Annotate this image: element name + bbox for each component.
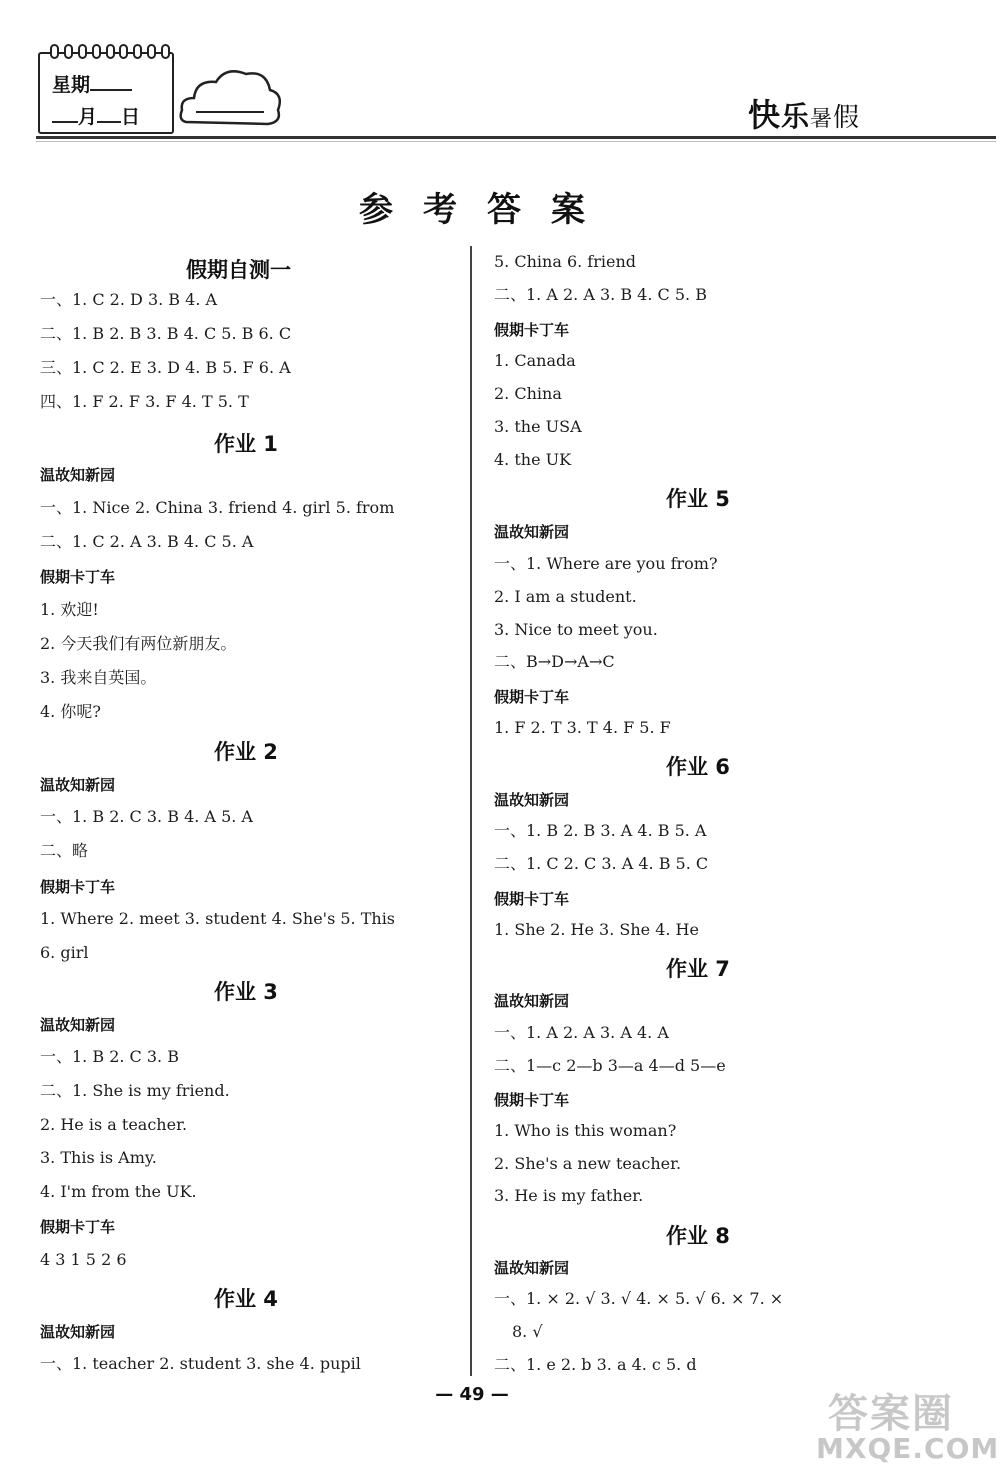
answer-line: 2. I am a student.: [494, 587, 637, 606]
subsection-label: 假期卡丁车: [494, 890, 570, 908]
subsection-label: 假期卡丁车: [40, 568, 116, 586]
calendar-rings: [50, 44, 170, 60]
subsection-label: 温故知新园: [494, 1259, 570, 1277]
answer-line: 二、略: [40, 841, 89, 860]
answer-line: 二、1. A 2. A 3. B 4. C 5. B: [494, 285, 707, 304]
answer-line: 1. Who is this woman?: [494, 1121, 677, 1140]
answer-line: 5. China 6. friend: [494, 252, 636, 271]
answer-line: 4. I'm from the UK.: [40, 1182, 197, 1201]
column-divider: [470, 246, 472, 1376]
answer-line: 2. China: [494, 384, 562, 403]
answer-line: 二、1. She is my friend.: [40, 1081, 230, 1100]
answer-line: 一、1. teacher 2. student 3. she 4. pupil: [40, 1354, 361, 1373]
section-title: 假期自测一: [186, 258, 291, 282]
calendar-date-box: [38, 52, 174, 134]
section-title: 作业 8: [666, 1224, 730, 1248]
subsection-label: 假期卡丁车: [494, 1091, 570, 1109]
section-title: 作业 6: [666, 755, 730, 779]
ring-icon: [161, 44, 170, 59]
page-header: [0, 0, 1000, 150]
answer-line: 一、1. A 2. A 3. A 4. A: [494, 1023, 669, 1042]
ring-icon: [106, 44, 115, 59]
subsection-label: 温故知新园: [40, 1323, 116, 1341]
answer-line: 2. 今天我们有两位新朋友。: [40, 634, 237, 653]
subsection-label: 假期卡丁车: [494, 321, 570, 339]
answer-line: 一、1. × 2. √ 3. √ 4. × 5. √ 6. × 7. ×: [494, 1289, 784, 1308]
answer-line: 四、1. F 2. F 3. F 4. T 5. T: [40, 392, 249, 411]
section-title: 作业 7: [666, 957, 730, 981]
answer-line: 二、1—c 2—b 3—a 4—d 5—e: [494, 1056, 726, 1075]
answer-line: 3. 我来自英国。: [40, 668, 157, 687]
answer-line: 一、1. B 2. B 3. A 4. B 5. A: [494, 821, 707, 840]
page-title: 参考答案: [359, 190, 615, 230]
answer-line: 一、1. C 2. D 3. B 4. A: [40, 290, 218, 309]
answer-line: 二、1. C 2. C 3. A 4. B 5. C: [494, 854, 709, 873]
week-label: 星期: [52, 74, 91, 96]
answer-line: 一、1. B 2. C 3. B 4. A 5. A: [40, 807, 253, 826]
answer-line: 3. the USA: [494, 417, 582, 436]
ring-icon: [119, 44, 128, 59]
answer-line: 三、1. C 2. E 3. D 4. B 5. F 6. A: [40, 358, 291, 377]
answer-line: 1. Where 2. meet 3. student 4. She's 5. This: [40, 909, 396, 928]
ring-icon: [64, 44, 73, 59]
answer-line: 1. F 2. T 3. T 4. F 5. F: [494, 718, 671, 737]
section-title: 作业 2: [214, 740, 278, 764]
day-label: 日: [121, 106, 141, 128]
subsection-label: 温故知新园: [40, 466, 116, 484]
answer-line: 3. Nice to meet you.: [494, 620, 658, 639]
ring-icon: [147, 44, 156, 59]
answer-line: 二、B→D→A→C: [494, 652, 615, 671]
header-rule-thin: [36, 141, 996, 142]
subsection-label: 温故知新园: [494, 992, 570, 1010]
answer-line: 一、1. Where are you from?: [494, 554, 718, 573]
month-label: 月: [78, 106, 98, 128]
section-title: 作业 4: [214, 1287, 278, 1311]
subsection-label: 温故知新园: [40, 776, 116, 794]
answer-line: 二、1. B 2. B 3. B 4. C 5. B 6. C: [40, 324, 292, 343]
answer-line: 6. girl: [40, 943, 89, 962]
ring-icon: [50, 44, 59, 59]
answer-line: 2. She's a new teacher.: [494, 1154, 682, 1173]
subsection-label: 假期卡丁车: [494, 688, 570, 706]
subsection-label: 温故知新园: [494, 791, 570, 809]
answer-line: 1. 欢迎!: [40, 600, 99, 619]
subsection-label: 假期卡丁车: [40, 1218, 116, 1236]
answer-line: 8. √: [512, 1322, 543, 1341]
subsection-label: 温故知新园: [494, 523, 570, 541]
header-rule: [36, 136, 996, 139]
ring-icon: [78, 44, 87, 59]
cloud-icon: [176, 62, 286, 132]
watermark-logo: 答案圈 MXQE.COM: [816, 1391, 1000, 1465]
answer-line: 4. the UK: [494, 450, 572, 469]
answer-line: 3. This is Amy.: [40, 1148, 157, 1167]
answer-line: 3. He is my father.: [494, 1186, 644, 1205]
answer-line: 一、1. B 2. C 3. B: [40, 1047, 179, 1066]
subsection-label: 假期卡丁车: [40, 878, 116, 896]
answer-line: 二、1. C 2. A 3. B 4. C 5. A: [40, 532, 254, 551]
answer-line: 1. Canada: [494, 351, 576, 370]
subsection-label: 温故知新园: [40, 1016, 116, 1034]
answer-line: 4 3 1 5 2 6: [40, 1250, 127, 1269]
answer-line: 一、1. Nice 2. China 3. friend 4. girl 5. from: [40, 498, 395, 517]
date-field: [52, 102, 140, 129]
page-number: — 49 —: [435, 1384, 509, 1405]
answer-line: 二、1. e 2. b 3. a 4. c 5. d: [494, 1355, 697, 1374]
answer-line: 4. 你呢?: [40, 702, 101, 721]
answer-line: 1. She 2. He 3. She 4. He: [494, 920, 699, 939]
week-blank: [90, 77, 132, 91]
section-title: 作业 3: [214, 980, 278, 1004]
ring-icon: [133, 44, 142, 59]
ring-icon: [92, 44, 101, 59]
brand-logo: 快乐暑假: [748, 96, 861, 134]
month-blank: [52, 109, 78, 123]
answer-line: 2. He is a teacher.: [40, 1115, 188, 1134]
section-title: 作业 1: [214, 432, 278, 456]
week-field: [52, 70, 132, 97]
section-title: 作业 5: [666, 487, 730, 511]
day-blank: [97, 109, 121, 123]
